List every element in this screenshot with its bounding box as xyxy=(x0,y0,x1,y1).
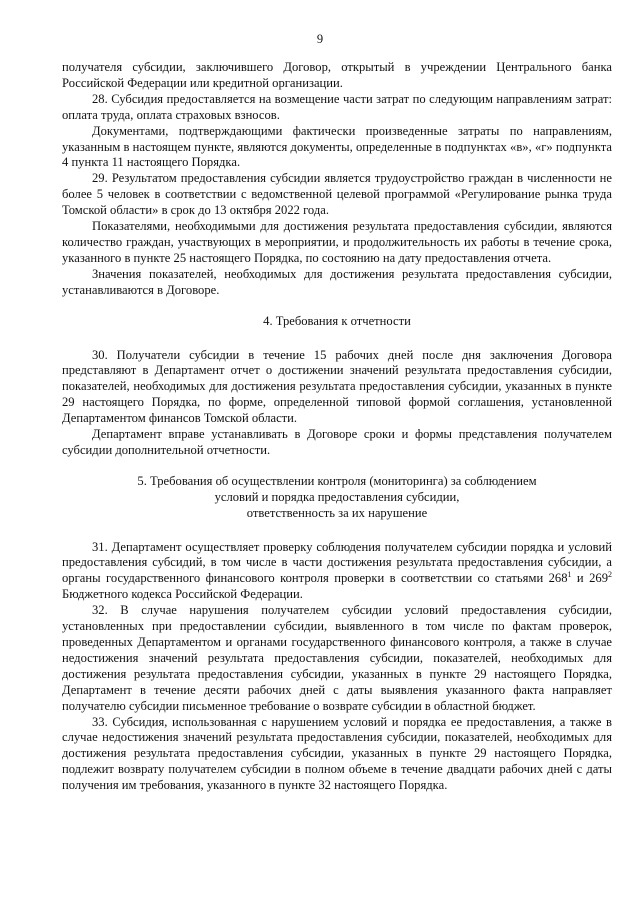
paragraph-28-documents: Документами, подтверждающими фактически произведенные затраты по направлениям, указанным в настоящем пункте, являются документы, определенные в подпунктах «в», «г» подпункта 4 пункта 11 настоящего Порядка. xyxy=(62,123,612,170)
paragraph-29-indicators: Показателями, необходимыми для достижения результата предоставления субсидии, являются количество граждан, участвующих в мероприятии, и продолжительность их работы в течение срока, указанного в пункте 25 настоящего Порядка, по состоянию на дату предоставления отчета. xyxy=(62,219,612,265)
paragraph-33: 33. Субсидия, использованная с нарушением условий и порядка ее предоставления, а также в случае недостижения значений результата предоставления субсидии, показателей, необходимых для достижения результата предоставления субсидии, указанных в пункте 29 настоящего Порядка, подлежит возврату получателем субсидии в полном объеме в течение двадцати рабочих дней с даты получения им требования, указанного в пункте 32 настоящего Порядка. xyxy=(62,714,612,793)
paragraph-28: 28. Субсидия предоставляется на возмещение части затрат по следующим направлениям затрат: оплата труда, оплата страховых взносов. xyxy=(62,91,612,122)
footnote-sup-1: 1 xyxy=(567,570,572,580)
section-4-title: 4. Требования к отчетности xyxy=(263,313,411,328)
paragraph-29-values: Значения показателей, необходимых для достижения результата предоставления субсидии, устанавливаются в Договоре. xyxy=(62,266,612,297)
page-number: 9 xyxy=(316,32,324,46)
paragraph-30-additional: Департамент вправе устанавливать в Договоре сроки и формы представления получателем субсидии дополнительной отчетности. xyxy=(62,427,612,457)
document-body xyxy=(62,60,612,794)
paragraph-29: 29. Результатом предоставления субсидии является трудоустройство граждан в численности не более 5 человек в соответствии с ведомственной целевой программой «Регулирование рынка труда Томской области» в срок до 13 октября 2022 года. xyxy=(62,171,612,218)
footnote-sup-2: 2 xyxy=(608,570,612,580)
paragraph-27-continued: получателя субсидии, заключившего Договор, открытый в учреждении Центрального банка Российской Федерации или кредитной организации. xyxy=(62,60,612,90)
paragraph-32: 32. В случае нарушения получателем субсидии условий предоставления субсидии, установленных при предоставлении субсидии, выявленного в том числе по фактам проверок, проведенных Департаментом и органами государственного финансового контроля, а также в случае недостижения значений результата предоставления субсидии, показателей, необходимых для достижения результата предоставления субсидии, указанных в пункте 29 настоящего Порядка, Департамент в течение десяти рабочих дней с даты выявления указанного факта направляет получателю субсидии письменное требование о возврате субсидии в областной бюджет. xyxy=(62,603,612,713)
paragraph-30: 30. Получатели субсидии в течение 15 рабочих дней после дня заключения Договора представляют в Департамент отчет о достижении значений результата предоставления субсидии, показателей, необходимых для достижения результата предоставления субсидии, указанных в пункте 29 настоящего Порядка, по форме, определенной типовой формой соглашения, установленной Департаментом финансов Томской области. xyxy=(62,347,612,426)
section-5-title-line-2: условий и порядка предоставления субсидии, xyxy=(214,489,460,504)
section-5-title-line-1: 5. Требования об осуществлении контроля (мониторинга) за соблюдением xyxy=(137,473,537,488)
paragraph-31-part-2: и 269 xyxy=(571,571,608,586)
section-5-title-line-3: ответственность за их нарушение xyxy=(246,505,428,520)
paragraph-31 xyxy=(62,540,612,604)
paragraph-31-part-3: Бюджетного кодекса Российской Федерации. xyxy=(62,587,303,602)
paragraph-31-part-1: 31. Департамент осуществляет проверку соблюдения получателем субсидии порядка и условий предоставления субсидий, в том числе в части достижения результата предоставления субсидии, а органы государственного финансового контроля проверки в соответствии со статьями 268 xyxy=(62,539,612,586)
